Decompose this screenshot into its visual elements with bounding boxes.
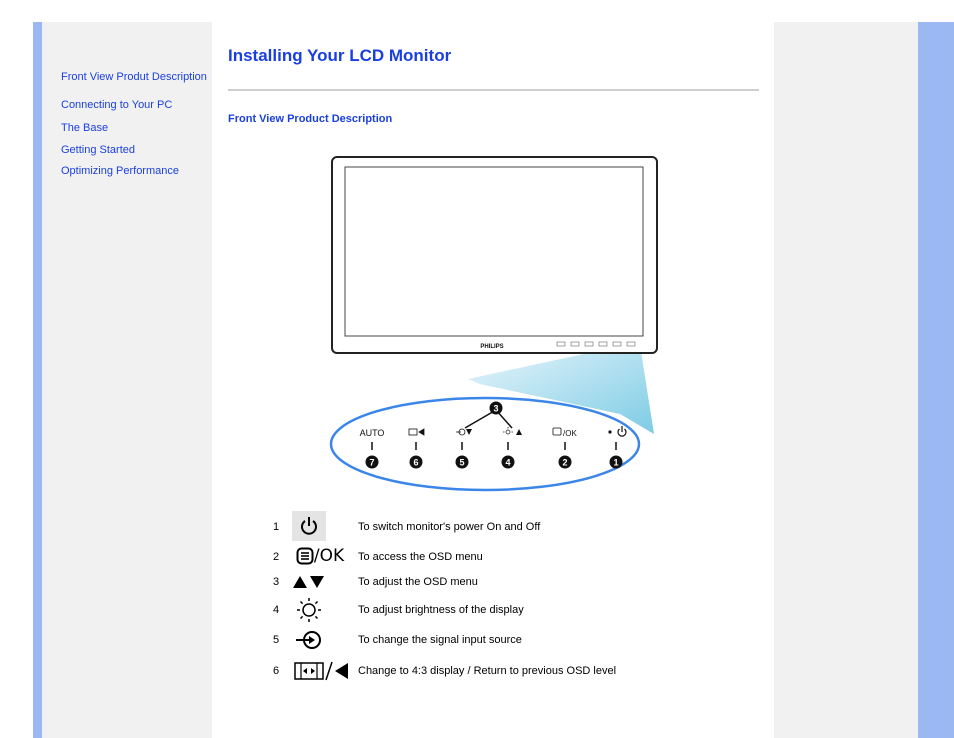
- title-divider: [228, 89, 759, 91]
- monitor-front-diagram: [320, 152, 660, 500]
- power-led: [608, 430, 611, 433]
- aspect-description: Change to 4:3 display / Return to previous OSD level: [358, 665, 617, 677]
- brightness-icon: [292, 595, 326, 625]
- right-accent-strip: [918, 22, 954, 738]
- brightness-description: To adjust brightness of the display: [358, 604, 524, 616]
- row-number: 3: [273, 576, 280, 588]
- nav-link-getting-started[interactable]: Getting Started: [61, 144, 135, 156]
- row-number: 5: [273, 634, 280, 646]
- auto-label: AUTO: [359, 428, 385, 438]
- input-source-icon: [292, 625, 326, 655]
- brand-logo: PHILIPS: [480, 344, 504, 350]
- power-icon: [292, 511, 326, 541]
- nav-link-front-view[interactable]: Front View Produt Description: [61, 71, 207, 83]
- aspect-back-icon: [292, 656, 358, 686]
- menu-ok-icon: /OK: [292, 541, 348, 571]
- row-number: 6: [273, 665, 280, 677]
- button-zoom-ellipse: [331, 398, 639, 490]
- up-down-arrows-icon: [292, 567, 326, 597]
- page-title: Installing Your LCD Monitor: [228, 46, 452, 65]
- ok-label: /OK: [563, 429, 577, 438]
- menu-description: To access the OSD menu: [358, 551, 483, 563]
- svg-text:7: 7: [369, 457, 375, 468]
- nav-link-base[interactable]: The Base: [61, 122, 109, 134]
- svg-text:1: 1: [613, 457, 619, 468]
- input-description: To change the signal input source: [358, 634, 522, 646]
- svg-text:2: 2: [562, 457, 568, 468]
- row-number: 2: [273, 551, 280, 563]
- power-description: To switch monitor's power On and Off: [358, 521, 541, 533]
- svg-text:3: 3: [493, 403, 499, 414]
- row-number: 4: [273, 604, 280, 616]
- nav-link-optimizing[interactable]: Optimizing Performance: [61, 165, 179, 177]
- svg-text:4: 4: [505, 457, 511, 468]
- monitor-screen: [345, 167, 643, 336]
- left-accent-strip: [33, 22, 42, 738]
- row-number: 1: [273, 521, 280, 533]
- adjust-description: To adjust the OSD menu: [358, 576, 478, 588]
- section-title: Front View Product Description: [228, 113, 393, 125]
- nav-link-connecting[interactable]: Connecting to Your PC: [61, 99, 173, 111]
- svg-text:5: 5: [459, 457, 465, 468]
- right-panel: [774, 22, 918, 738]
- svg-text:6: 6: [413, 457, 419, 468]
